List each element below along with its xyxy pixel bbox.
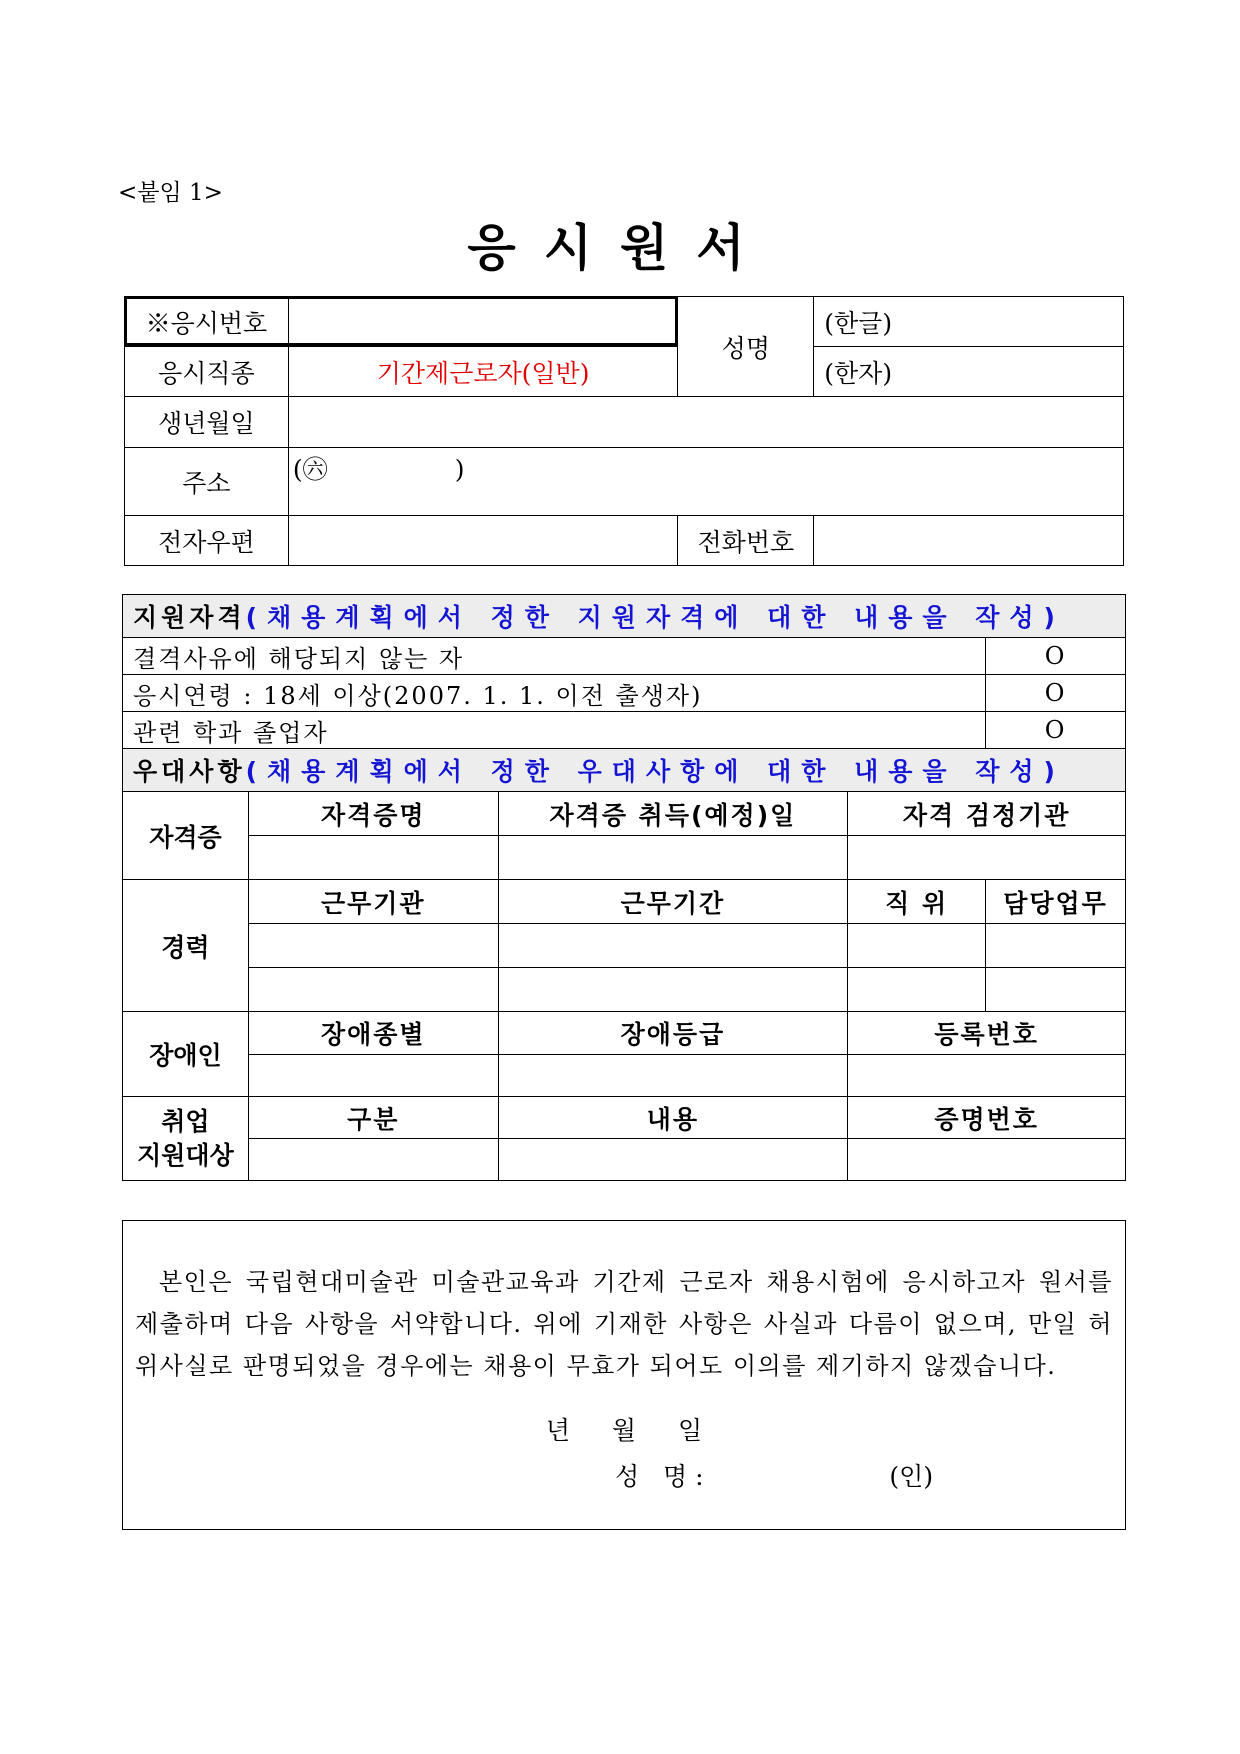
signature-label: 성 명 : xyxy=(615,1462,704,1491)
license-col-date: 자격증 취득(예정)일 xyxy=(498,792,848,836)
name-hanja-field[interactable]: (한자) xyxy=(814,347,1124,397)
phone-field[interactable] xyxy=(814,516,1124,566)
disability-grade-field[interactable] xyxy=(498,1055,848,1097)
career-duty-field[interactable] xyxy=(986,968,1126,1012)
address-field[interactable] xyxy=(288,448,1123,516)
email-field[interactable] xyxy=(288,516,678,566)
email-label: 전자우편 xyxy=(125,516,289,566)
support-certno-field[interactable] xyxy=(848,1139,1126,1181)
phone-label: 전화번호 xyxy=(678,516,814,566)
qualifications-heading-note: (채용계획에서 정한 지원자격에 대한 내용을 작성) xyxy=(245,603,1065,632)
license-col-issuer: 자격 검정기관 xyxy=(848,792,1126,836)
exam-number-field[interactable] xyxy=(288,297,678,347)
preferences-heading xyxy=(123,749,1126,792)
career-duty-field[interactable] xyxy=(986,924,1126,968)
qualification-item-text: 결격사유에 해당되지 않는 자 xyxy=(123,638,986,675)
qualification-item-mark[interactable]: O xyxy=(986,712,1126,749)
name-label: 성명 xyxy=(678,297,814,397)
seal-mark: (인) xyxy=(889,1462,934,1491)
attachment-label: <붙임 1> xyxy=(118,180,223,206)
disability-regno-field[interactable] xyxy=(848,1055,1126,1097)
disability-type-field[interactable] xyxy=(248,1055,498,1097)
career-position-field[interactable] xyxy=(848,968,986,1012)
qualification-item-mark[interactable]: O xyxy=(986,638,1126,675)
career-col-position: 직 위 xyxy=(848,880,986,924)
birth-date-field[interactable] xyxy=(288,397,1123,448)
declaration-text: 본인은 국립현대미술관 미술관교육과 기간제 근로자 채용시험에 응시하고자 원서를 제출하며 다음 사항을 서약합니다. 위에 기재한 사항은 사실과 다름이 없으며, 만일 허위사실로 판명되었을 경우에는 채용이 무효가 되어도 이의를 제기하지 않겠습니다. xyxy=(135,1268,1113,1380)
preferences-heading-label: 우대사항 xyxy=(133,757,246,786)
license-label: 자격증 xyxy=(123,792,249,880)
qualifications-heading-label: 지원자격 xyxy=(133,603,246,632)
qualifications-heading xyxy=(123,595,1126,638)
disability-col-regno: 등록번호 xyxy=(848,1012,1126,1055)
disability-label: 장애인 xyxy=(123,1012,249,1097)
disability-col-grade: 장애등급 xyxy=(498,1012,848,1055)
career-org-field[interactable] xyxy=(248,968,498,1012)
name-hangul-field[interactable]: (한글) xyxy=(814,297,1124,347)
license-issuer-field[interactable] xyxy=(848,836,1126,880)
career-period-field[interactable] xyxy=(498,924,848,968)
career-col-org: 근무기관 xyxy=(248,880,498,924)
applicant-info-table xyxy=(124,296,1124,566)
signature-line xyxy=(615,1457,933,1493)
license-name-field[interactable] xyxy=(248,836,498,880)
license-date-field[interactable] xyxy=(498,836,848,880)
form-title: 응시원서 xyxy=(467,219,773,277)
address-label: 주소 xyxy=(125,448,289,516)
disability-col-type: 장애종별 xyxy=(248,1012,498,1055)
support-col-content: 내용 xyxy=(498,1097,848,1139)
job-type-label: 응시직종 xyxy=(125,347,289,397)
career-org-field[interactable] xyxy=(248,924,498,968)
support-category-field[interactable] xyxy=(248,1139,498,1181)
qualification-item-mark[interactable]: O xyxy=(986,675,1126,712)
qualification-item-text: 관련 학과 졸업자 xyxy=(123,712,986,749)
career-col-period: 근무기간 xyxy=(498,880,848,924)
employment-support-label xyxy=(123,1097,249,1181)
preferences-heading-note: (채용계획에서 정한 우대사항에 대한 내용을 작성) xyxy=(245,757,1065,786)
employment-support-label-line2: 지원대상 xyxy=(137,1140,234,1170)
career-label: 경력 xyxy=(123,880,249,1012)
qualification-item-text: 응시연령 : 18세 이상(2007. 1. 1. 이전 출생자) xyxy=(123,675,986,712)
support-col-category: 구분 xyxy=(248,1097,498,1139)
support-content-field[interactable] xyxy=(498,1139,848,1181)
job-type-value: 기간제근로자(일반) xyxy=(288,347,678,397)
career-position-field[interactable] xyxy=(848,924,986,968)
support-col-certno: 증명번호 xyxy=(848,1097,1126,1139)
birth-date-label: 생년월일 xyxy=(125,397,289,448)
postal-code-bracket: (㊅ ) xyxy=(292,455,465,484)
qualification-table xyxy=(122,594,1126,1181)
license-col-name: 자격증명 xyxy=(248,792,498,836)
declaration-box xyxy=(122,1220,1126,1530)
career-col-duty: 담당업무 xyxy=(986,880,1126,924)
date-line[interactable]: 년 월 일 xyxy=(545,1416,703,1445)
employment-support-label-line1: 취업 xyxy=(161,1106,210,1136)
exam-number-label: ※응시번호 xyxy=(125,297,289,347)
career-period-field[interactable] xyxy=(498,968,848,1012)
